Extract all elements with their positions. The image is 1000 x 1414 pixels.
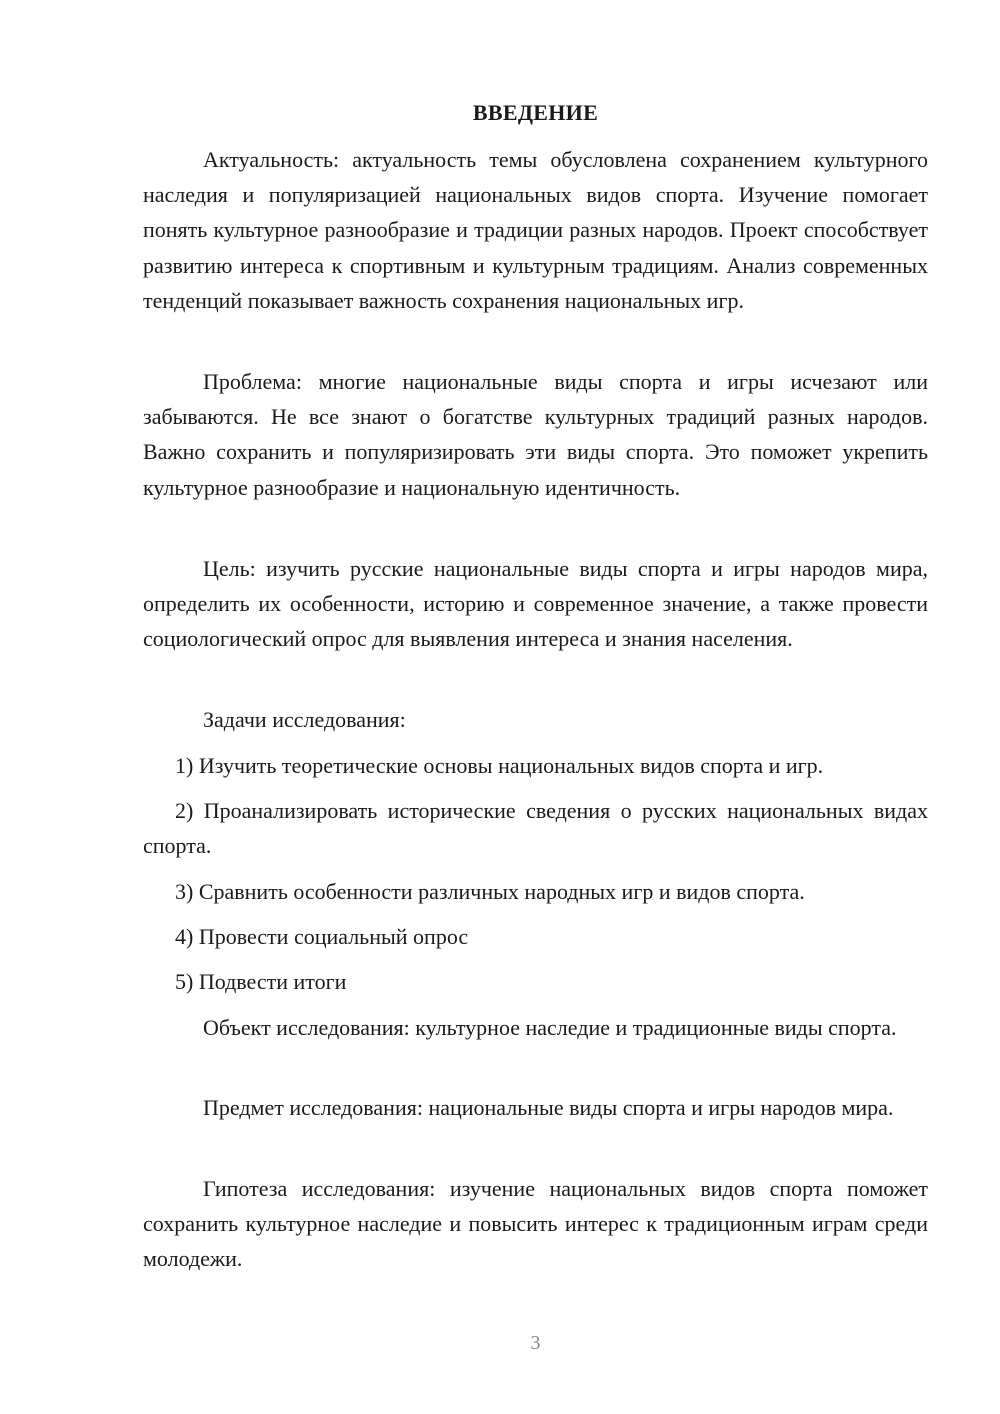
page-title: ВВЕДЕНИЕ xyxy=(472,100,599,125)
tasks-heading: Задачи исследования: xyxy=(203,707,406,732)
goal-paragraph: Цель: изучить русские национальные виды спорта и игры народов мира, определить их особенности, историю и современное значение, а также провести социологический опрос для выявления интереса и знания населения. xyxy=(143,556,928,652)
task-item-2: 2) Проанализировать исторические сведения о русских национальных видах спорта. xyxy=(143,798,928,859)
subject-paragraph: Предмет исследования: национальные виды спорта и игры народов мира. xyxy=(203,1095,894,1120)
task-item-1: 1) Изучить теоретические основы национальных видов спорта и игр. xyxy=(175,753,824,778)
problem-paragraph: Проблема: многие национальные виды спорта и игры исчезают или забываются. Не все знают о богатстве культурных традиций разных народов. Важно сохранить и популяризировать эти виды спорта. Это поможет укрепить культурное разнообразие и национальную идентичность. xyxy=(143,369,928,500)
task-item-5: 5) Подвести итоги xyxy=(175,969,347,994)
relevance-paragraph: Актуальность: актуальность темы обусловлена сохранением культурного наследия и популяризацией национальных видов спорта. Изучение помогает понять культурное разнообразие и традиции разных народов. Проект способствует развитию интереса к спортивным и культурным традициям. Анализ современных тенденций показывает важность сохранения национальных игр. xyxy=(143,147,928,313)
page-number: 3 xyxy=(530,1332,541,1354)
task-item-4: 4) Провести социальный опрос xyxy=(175,924,469,949)
task-item-3: 3) Сравнить особенности различных народных игр и видов спорта. xyxy=(175,879,805,904)
document-page xyxy=(143,0,928,1414)
object-paragraph: Объект исследования: культурное наследие и традиционные виды спорта. xyxy=(203,1015,897,1040)
hypothesis-paragraph: Гипотеза исследования: изучение национальных видов спорта поможет сохранить культурное наследие и повысить интерес к традиционным играм среди молодежи. xyxy=(143,1176,928,1272)
